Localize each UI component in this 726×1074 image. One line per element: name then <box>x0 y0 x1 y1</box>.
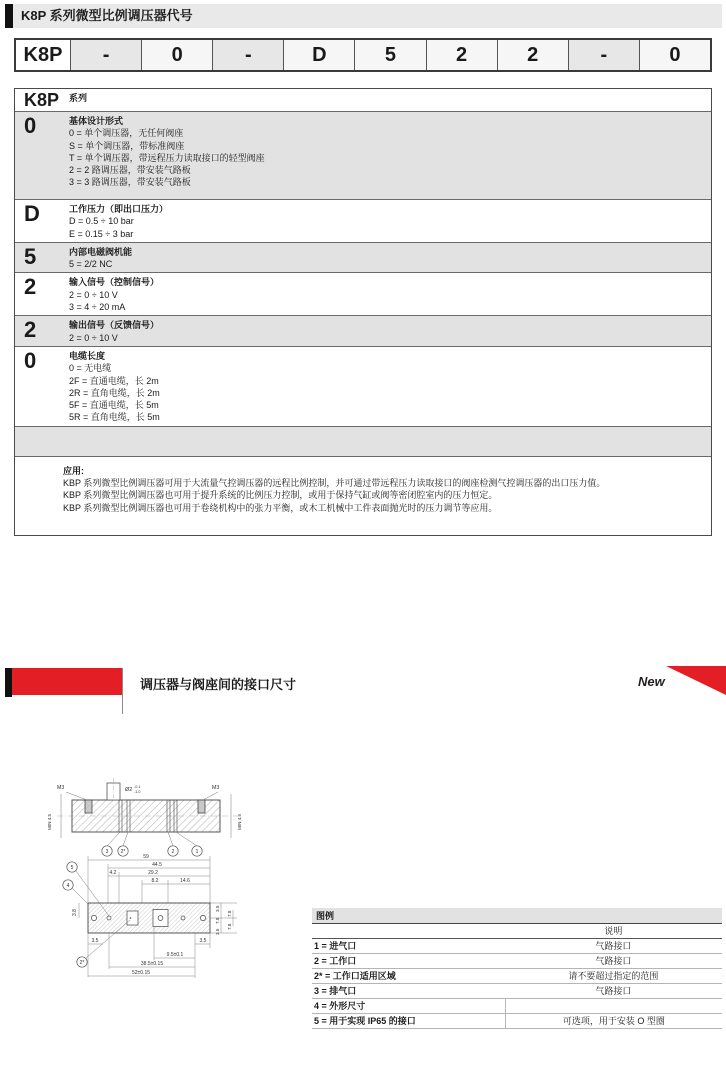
option-line: 5F = 直通电缆，长 5m <box>69 400 159 411</box>
legend-title: 图例 <box>312 908 722 924</box>
code-cell-dash-3: - <box>568 40 639 70</box>
ordering-code-row <box>14 38 712 72</box>
code-cell-output: 2 <box>497 40 568 70</box>
code-cell-dash-2: - <box>212 40 283 70</box>
dim-diameter-tol-up: -0.1 <box>134 785 141 789</box>
dim-diameter-tol-dn: -1.0 <box>134 790 141 794</box>
dim-min-left: MIN 4.5 <box>47 813 52 830</box>
table-row <box>15 200 711 243</box>
legend-desc: 请不要超过指定的范围 <box>568 971 659 981</box>
dim-right-7-8-b: 7.8 <box>227 910 232 917</box>
legend-item: 5 = 用于实现 IP65 的接口 <box>314 1016 416 1026</box>
row-code: 2 <box>24 274 37 300</box>
code-cell-body: 0 <box>141 40 212 70</box>
code-cell-valve: 5 <box>354 40 425 70</box>
row-title: 输出信号（反馈信号） <box>69 320 160 331</box>
dim-29-2: 29.2 <box>148 870 158 876</box>
dim-m3-left: M3 <box>57 785 65 791</box>
callout-2: 2 <box>171 849 175 855</box>
option-line: 2F = 直通电缆，长 2m <box>69 375 159 386</box>
dim-bottom-3-5-left: 3.5 <box>91 938 99 944</box>
option-line: T = 单个调压器，带远程压力读取接口的轻型阀座 <box>69 152 265 163</box>
legend-desc: 气路接口 <box>595 956 632 966</box>
section-view <box>47 778 242 856</box>
callout-2-star-plan: 2* <box>79 960 85 966</box>
option-line: 5 = 2/2 NC <box>69 259 113 270</box>
code-cell-input: 2 <box>426 40 497 70</box>
dim-right-3-5-top: 3.5 <box>215 905 220 912</box>
option-line: 3 = 4 ÷ 20 mA <box>69 302 126 313</box>
row-title: 工作压力（即出口压力） <box>69 204 169 214</box>
legend-row <box>312 954 722 969</box>
row-title: 电缆长度 <box>69 350 106 361</box>
application-line: KBP 系列微型比例调压器也可用于卷绕机构中的张力平衡，或木工机械中工件表面抛光时的压力调节等应用。 <box>63 502 498 513</box>
callout-1: 1 <box>195 849 199 855</box>
dim-min-right: MIN 4.5 <box>237 813 242 830</box>
legend-desc: 气路接口 <box>595 941 632 951</box>
option-line: 0 = 无电缆 <box>69 363 112 374</box>
legend-header-row <box>312 924 722 939</box>
legend-desc-header: 说明 <box>604 926 623 936</box>
section-red-bar <box>12 668 122 695</box>
dim-44-5: 44.5 <box>152 862 162 868</box>
dim-9-5: 9.5±0.1 <box>166 952 184 958</box>
row-title: 系列 <box>69 93 88 103</box>
legend-row <box>312 969 722 984</box>
code-cell-cable: 0 <box>639 40 710 70</box>
legend-table <box>312 908 722 1029</box>
legend-desc: 气路接口 <box>595 986 632 996</box>
row-code: K8P <box>24 90 60 110</box>
dim-59: 59 <box>143 854 149 860</box>
dim-38-5: 38.5±0.15 <box>140 961 164 967</box>
table-row <box>15 112 711 200</box>
option-line: E = 0.15 ÷ 3 bar <box>69 228 134 239</box>
legend-row <box>312 999 722 1014</box>
legend-item: 1 = 进气口 <box>314 941 357 951</box>
row-title: 内部电磁阀机能 <box>69 246 133 257</box>
callout-4: 4 <box>66 883 70 889</box>
row-code: D <box>24 201 40 226</box>
legend-item: 2 = 工作口 <box>314 956 357 966</box>
code-cell-dash-1: - <box>70 40 141 70</box>
new-badge: New <box>638 674 665 689</box>
legend-row <box>312 1014 722 1029</box>
dim-8-2: 8.2 <box>151 878 159 884</box>
dim-3-8: 3.8 <box>72 909 78 916</box>
legend-item: 4 = 外形尺寸 <box>314 1001 366 1011</box>
dim-right-3-5-bot: 3.5 <box>215 928 220 935</box>
application-title: 应用: <box>63 465 84 476</box>
table-row <box>15 243 711 274</box>
dim-m3-right: M3 <box>212 785 220 791</box>
option-line: 2 = 2 路调压器，带安装气路板 <box>69 165 191 176</box>
new-triangle-icon <box>666 666 726 695</box>
table-row <box>15 89 711 112</box>
section-accent-block <box>5 668 12 697</box>
code-cell-pressure: D <box>283 40 354 70</box>
dim-diameter: Ø2 <box>125 787 133 793</box>
legend-row <box>312 984 722 999</box>
row-code: 5 <box>24 243 37 269</box>
legend-row <box>312 939 722 954</box>
callout-2-star: 2* <box>120 849 126 855</box>
ordering-code-table <box>14 88 712 536</box>
row-title: 输入信号（控制信号） <box>69 277 160 288</box>
option-line: 5R = 直角电缆，长 5m <box>69 412 160 423</box>
option-line: 2 = 0 ÷ 10 V <box>69 332 118 343</box>
option-line: 2 = 0 ÷ 10 V <box>69 289 118 300</box>
row-code: 2 <box>24 317 37 343</box>
option-line: 2R = 直角电缆，长 2m <box>69 387 160 398</box>
table-row <box>15 347 711 427</box>
section-title: 调压器与阀座间的接口尺寸 <box>140 677 297 692</box>
section-divider-line <box>122 668 123 714</box>
plan-view <box>63 854 237 978</box>
header-accent-block <box>5 4 13 28</box>
option-line: 0 = 单个调压器，无任何阀座 <box>69 128 184 139</box>
option-line: D = 0.5 ÷ 10 bar <box>69 216 134 227</box>
row-code: 0 <box>24 347 37 373</box>
callout-5: 5 <box>70 865 74 871</box>
legend-item: 3 = 排气口 <box>314 986 357 996</box>
row-title: 基体设计形式 <box>69 116 124 126</box>
legend-desc <box>505 999 722 1013</box>
technical-drawing <box>35 772 300 1007</box>
option-line: S = 单个调压器，带标准阀座 <box>69 140 185 151</box>
application-line: KBP 系列微型比例调压器也可用于提升系统的比例压力控制，或用于保持气缸或阀等密闭腔室内的压力恒定。 <box>63 490 498 501</box>
option-line: 3 = 3 路调压器，带安装气路板 <box>69 177 191 188</box>
dim-right-7-8-a: 7.8 <box>215 917 220 924</box>
table-row <box>15 316 711 347</box>
dim-52: 52±0.15 <box>131 970 151 976</box>
dim-4-2: 4.2 <box>109 870 117 876</box>
code-cell-series: K8P <box>16 40 70 70</box>
callout-3: 3 <box>105 849 109 855</box>
row-code: 0 <box>24 113 37 138</box>
legend-desc: 可选项，用于安装 O 型圈 <box>505 1014 722 1028</box>
page-title: K8P 系列微型比例调压器代号 <box>13 4 722 28</box>
application-row <box>15 457 711 535</box>
application-line: KBP 系列微型比例调压器可用于大流量气控调压器的远程比例控制，并可通过带远程压力读取接口的阀座检测气控调压器的出口压力值。 <box>63 478 606 489</box>
table-row <box>15 273 711 316</box>
dim-14-6: 14.6 <box>180 878 190 884</box>
spacer-row <box>15 427 711 457</box>
dim-bottom-3-5-right: 3.5 <box>199 938 207 944</box>
legend-item: 2* = 工作口适用区域 <box>314 971 396 981</box>
dim-right-7-8-c: 7.8 <box>227 923 232 930</box>
